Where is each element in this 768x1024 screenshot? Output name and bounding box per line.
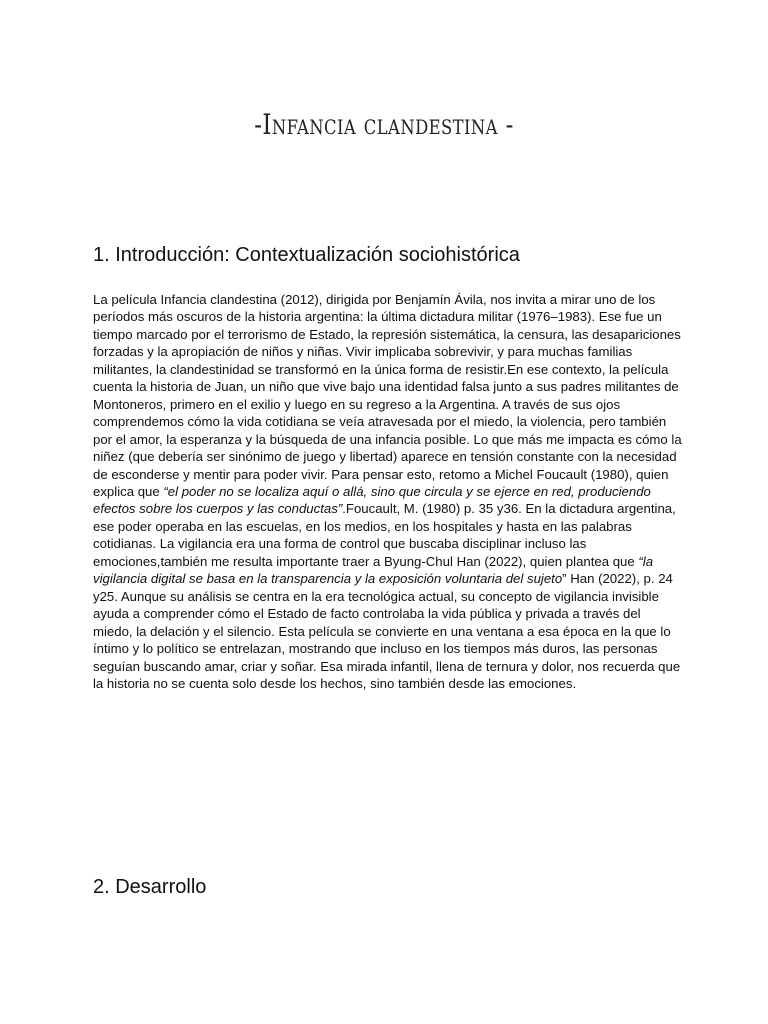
foucault-quote: “el poder no se localiza aquí o allá, sino que circula y se ejerce en red, produciendo efectos sobre los cuerpos y las conductas” [93,483,651,517]
han-quote: “la vigilancia digital se basa en la transparencia y la exposición voluntaria del sujeto [93,553,654,587]
document-title: -Infancia clandestina - [254,108,514,141]
section-heading-desarrollo: 2. Desarrollo [93,876,207,898]
paragraph-text-part-2: .Foucault, M. (1980) p. 35 y36. En la dictadura argentina, ese poder operaba en las escuelas, en los medios, en los hospitales y hasta en las palabras cotidianas. La vigilancia era una forma de control que buscaba disciplinar incluso las emociones,también me resulta importante traer a Byung-Chul Han (2022), quien plantea que [93,501,676,569]
section-heading-introduccion: 1. Introducción: Contextualización sociohistórica [93,244,520,266]
introduction-paragraph [93,291,683,692]
paragraph-text-part-3: ” Han (2022), p. 24 y25. Aunque su análisis se centra en la era tecnológica actual, su concepto de vigilancia invisible ayuda a comprender cómo el Estado de facto controlaba la vida pública y privada a través del miedo, la delación y el silencio. Esta película se convierte en una ventana a esa época en la que lo íntimo y lo político se entrelazan, mostrando que incluso en los tiempos más duros, las personas seguían buscando amar, criar y soñar. Esa mirada infantil, llena de ternura y dolor, nos recuerda que la historia no se cuenta solo desde los hechos, sino también desde las emociones. [93,571,681,691]
paragraph-text-part-1: La película Infancia clandestina (2012), dirigida por Benjamín Ávila, nos invita a mirar uno de los períodos más oscuros de la historia argentina: la última dictadura militar (1976–1983). Ese fue un tiempo marcado por el terrorismo de Estado, la represión sistemática, la censura, las desapariciones forzadas y la apropiación de niños y niñas. Vivir implicaba sobrevivir, y para muchas familias militantes, la clandestinidad se transformó en la única forma de resistir.En ese contexto, la película cuenta la historia de Juan, un niño que vive bajo una identidad falsa junto a sus padres militantes de Montoneros, primero en el exilio y luego en su regreso a la Argentina. A través de sus ojos comprendemos cómo la vida cotidiana se veía atravesada por el miedo, la violencia, pero también por el amor, la esperanza y la búsqueda de una infancia posible. Lo que más me impacta es cómo la niñez (que debería ser sinónimo de juego y libertad) aparece en tensión constante con la necesidad de esconderse y mentir para poder vivir. Para pensar esto, retomo a Michel Foucault (1980), quien explica que [93,292,682,499]
